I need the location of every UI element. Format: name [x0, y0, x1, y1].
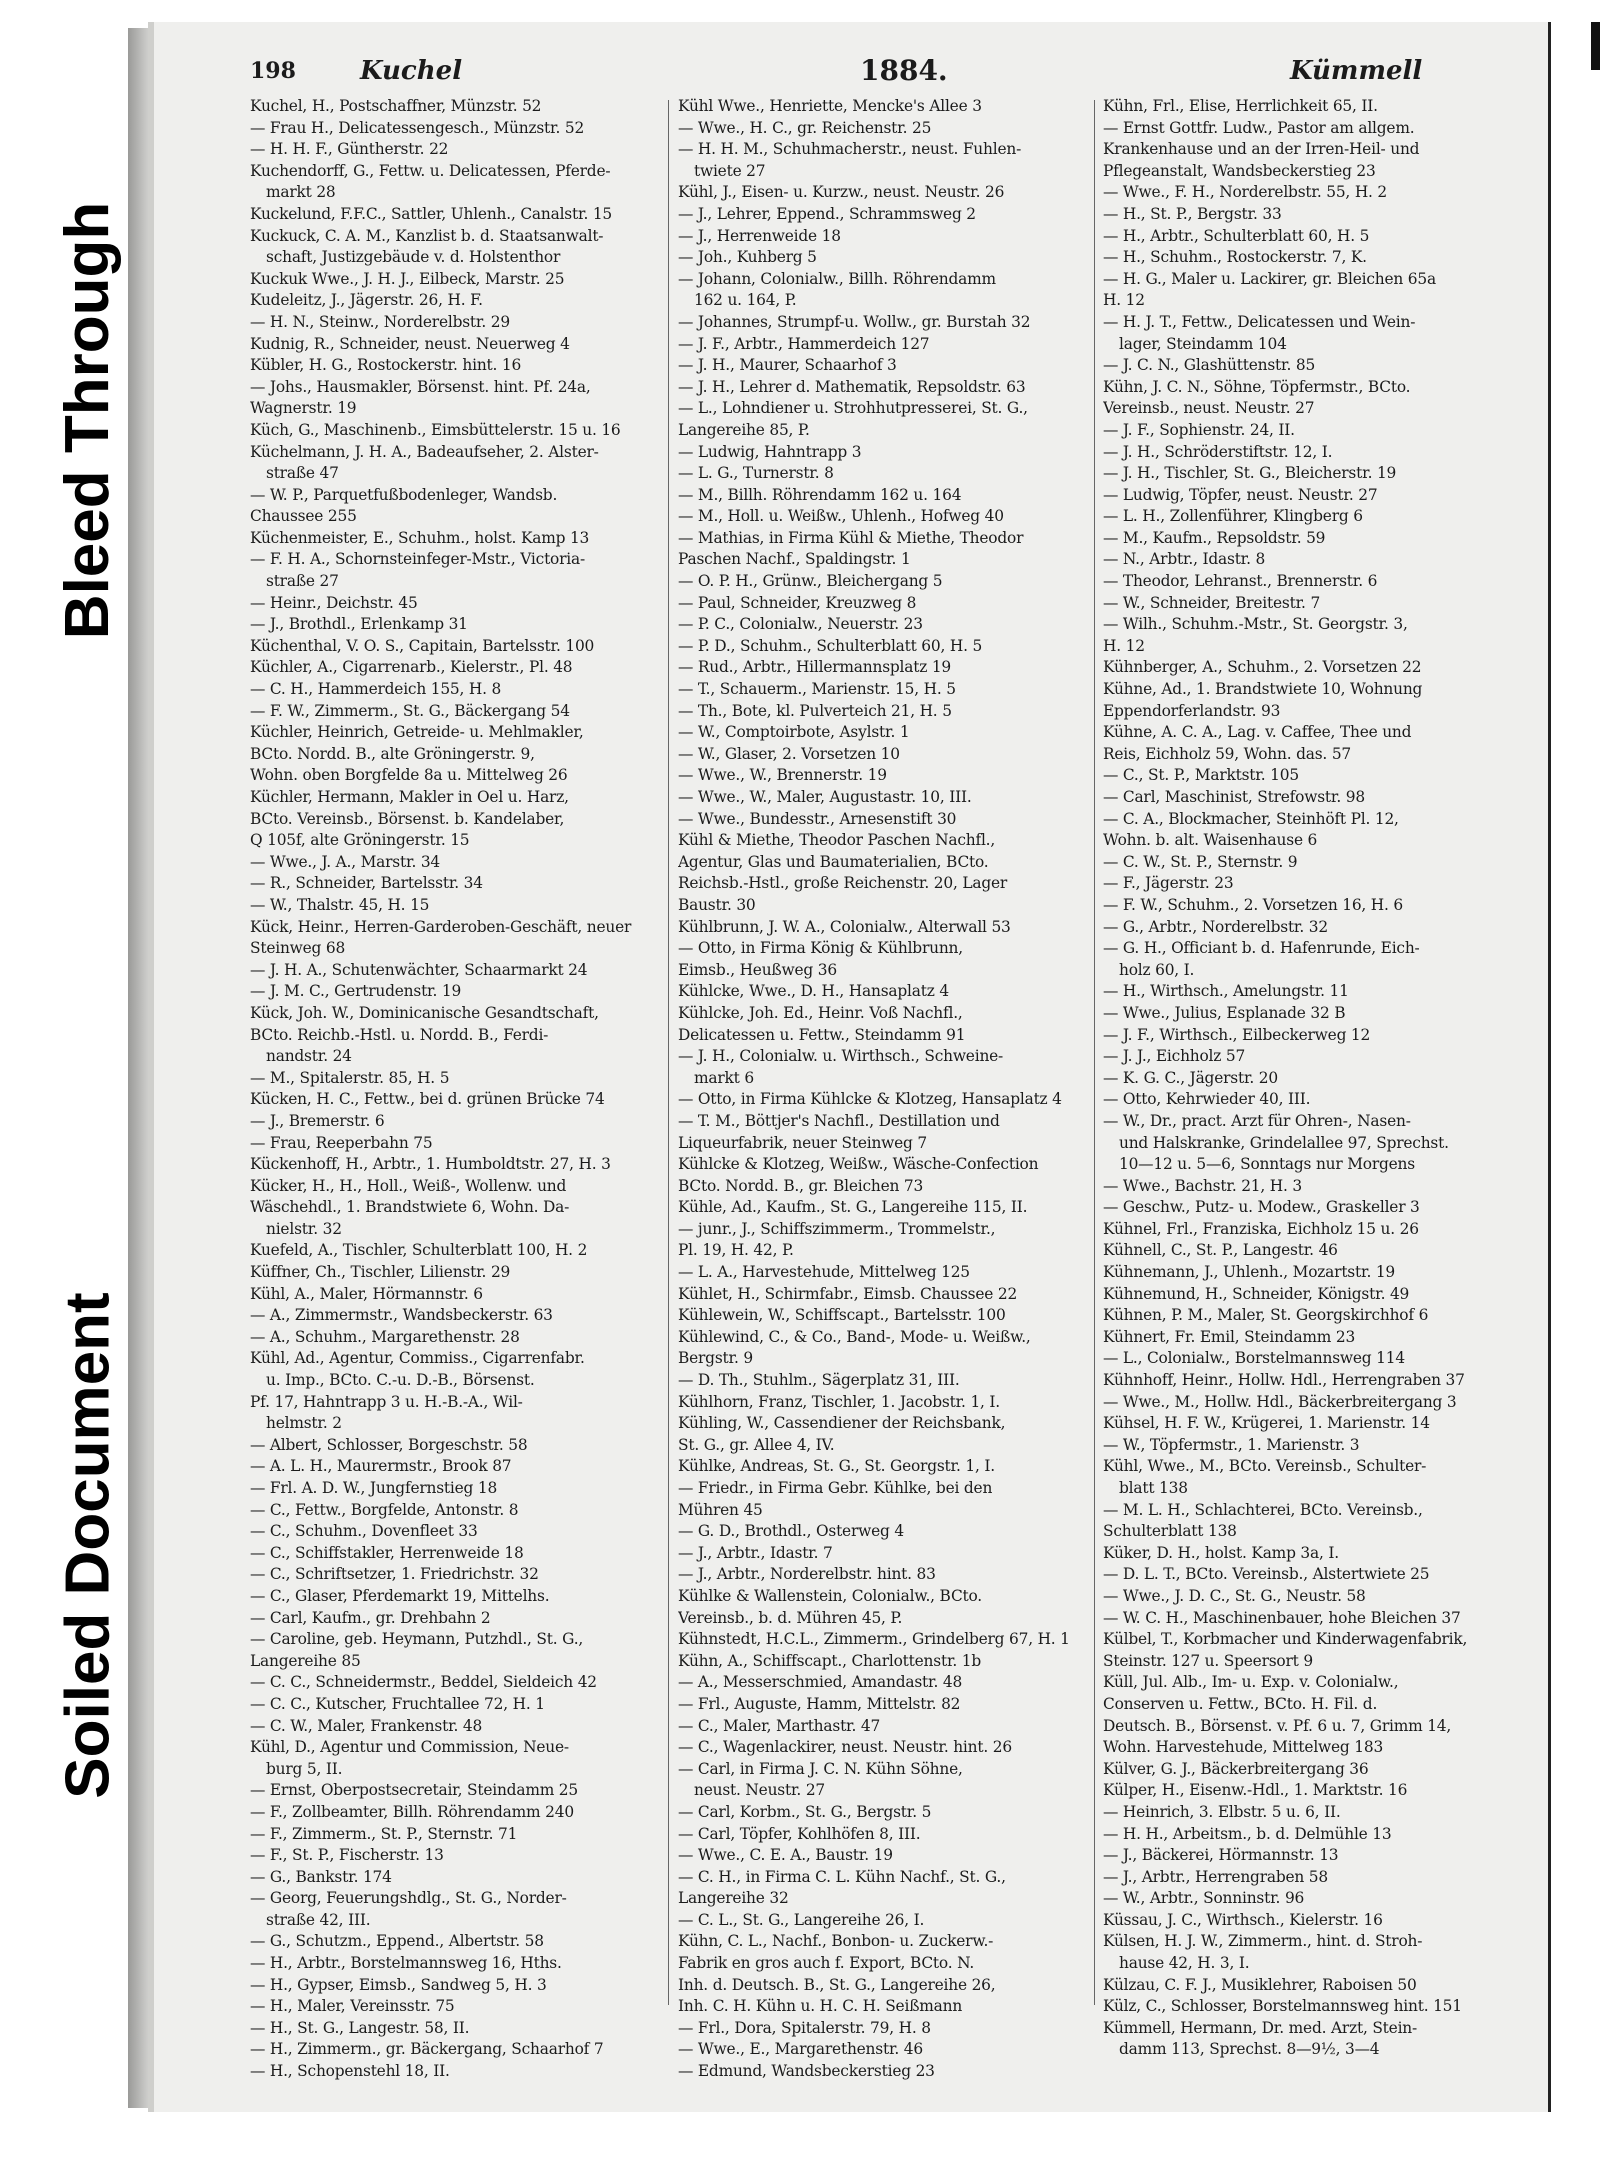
directory-entry-line: — L., Colonialw., Borstelmannsweg 114	[1103, 1349, 1405, 1368]
directory-entry-line: — H., St. P., Bergstr. 33	[1103, 204, 1282, 223]
directory-entry-line: — Wwe., F. H., Norderelbstr. 55, H. 2	[1103, 183, 1388, 202]
directory-entry-line: Paschen Nachf., Spaldingstr. 1	[678, 550, 911, 569]
directory-entry-line: — Wwe., M., Hollw. Hdl., Bäckerbreitergang 3	[1103, 1392, 1457, 1411]
directory-entry-line: — T. M., Böttjer's Nachfl., Destillation und	[678, 1111, 1000, 1130]
directory-entry-line: Kuchendorff, G., Fettw. u. Delicatessen, Pferde-	[250, 161, 611, 180]
directory-entry-line: Kudnig, R., Schneider, neust. Neuerweg 4	[250, 334, 570, 353]
directory-entry-line: — Carl, in Firma J. C. N. Kühn Söhne,	[678, 1759, 963, 1778]
directory-entry-line: Kühnen, P. M., Maler, St. Georgskirchhof 6	[1103, 1306, 1429, 1325]
directory-entry-line: Wagnerstr. 19	[250, 399, 357, 418]
directory-entry-line: Kübler, H. G., Rostockerstr. hint. 16	[250, 356, 522, 375]
directory-entry-line: — H., Gypser, Eimsb., Sandweg 5, H. 3	[250, 1975, 547, 1994]
left-guide-word: Kuchel	[360, 56, 463, 86]
directory-entry-line: — W., Glaser, 2. Vorsetzen 10	[678, 744, 900, 763]
directory-entry-line: — Ernst, Oberpostsecretair, Steindamm 25	[250, 1781, 578, 1800]
directory-entry-line: — W., Thalstr. 45, H. 15	[250, 895, 430, 914]
directory-entry-line: — Heinr., Deichstr. 45	[250, 593, 418, 612]
directory-entry-line: H. 12	[1103, 291, 1145, 310]
directory-entry-line: Kühl, D., Agentur und Commission, Neue-	[250, 1738, 569, 1757]
directory-entry-line: — Theodor, Lehranst., Brennerstr. 6	[1103, 572, 1378, 591]
directory-entry-line: — Georg, Feuerungshdlg., St. G., Norder-	[250, 1889, 567, 1908]
directory-entry-line: — C. A., Blockmacher, Steinhöft Pl. 12,	[1103, 809, 1399, 828]
directory-entry-line: — Frau H., Delicatessengesch., Münzstr. 52	[250, 118, 585, 137]
directory-entry-line: — T., Schauerm., Marienstr. 15, H. 5	[678, 680, 956, 699]
directory-entry-line: Wohn. b. alt. Waisenhause 6	[1103, 831, 1318, 850]
directory-entry-line: Mühren 45	[678, 1500, 763, 1519]
directory-entry-line: — J. H., Tischler, St. G., Bleicherstr. 19	[1103, 464, 1397, 483]
directory-entry-line: Kühlcke, Wwe., D. H., Hansaplatz 4	[678, 982, 949, 1001]
directory-entry-line: — Frl. A. D. W., Jungfernstieg 18	[250, 1479, 498, 1497]
directory-entry-line: markt 28	[266, 183, 336, 202]
directory-entry-line: blatt 138	[1119, 1479, 1188, 1497]
directory-entry-line: Kühnert, Fr. Emil, Steindamm 23	[1103, 1327, 1356, 1346]
directory-entry-line: — Paul, Schneider, Kreuzweg 8	[678, 593, 917, 612]
adjacent-page-strip	[1548, 22, 1600, 2112]
directory-entry-line: — M., Billh. Röhrendamm 162 u. 164	[678, 485, 962, 504]
column-divider	[668, 100, 669, 2005]
directory-entry-line: Kudeleitz, J., Jägerstr. 26, H. F.	[250, 291, 483, 310]
column-divider	[1094, 100, 1095, 2005]
directory-entry-line: — F., St. P., Fischerstr. 13	[250, 1846, 444, 1865]
directory-entry-line: — Wwe., E., Margarethenstr. 46	[678, 2040, 923, 2059]
directory-entry-line: Kück, Heinr., Herren-Garderoben-Geschäft, neuer	[250, 917, 632, 936]
directory-entry-line: Wohn. Harvestehude, Mittelweg 183	[1103, 1738, 1384, 1757]
directory-entry-line: Kücker, H., H., Holl., Weiß-, Wollenw. und	[250, 1176, 567, 1195]
directory-entry-line: — C., Glaser, Pferdemarkt 19, Mittelhs.	[250, 1586, 550, 1605]
directory-entry-line: — H. H., Arbeitsm., b. d. Delmühle 13	[1103, 1824, 1392, 1843]
directory-entry-line: — J. M. C., Gertrudenstr. 19	[250, 982, 462, 1001]
directory-entry-line: Kühn, Frl., Elise, Herrlichkeit 65, II.	[1103, 97, 1378, 115]
directory-entry-line: — F. W., Schuhm., 2. Vorsetzen 16, H. 6	[1103, 895, 1404, 914]
directory-entry-line: burg 5, II.	[266, 1759, 343, 1778]
directory-entry-line: Fabrik en gros auch f. Export, BCto. N.	[678, 1954, 975, 1973]
directory-entry-line: u. Imp., BCto. C.-u. D.-B., Börsenst.	[266, 1371, 535, 1390]
directory-entry-line: nielstr. 32	[266, 1219, 342, 1238]
directory-entry-line: — H. G., Maler u. Lackirer, gr. Bleichen 65a	[1103, 269, 1436, 288]
directory-entry-line: Kuckelund, F.F.C., Sattler, Uhlenh., Canalstr. 15	[250, 204, 613, 223]
directory-entry-line: Kühnberger, A., Schuhm., 2. Vorsetzen 22	[1103, 658, 1422, 677]
directory-entry-line: Kühlcke, Joh. Ed., Heinr. Voß Nachfl.,	[678, 1003, 963, 1022]
directory-entry-line: — Wwe., W., Brennerstr. 19	[678, 766, 887, 785]
directory-entry-line: — P. C., Colonialw., Neuerstr. 23	[678, 615, 923, 634]
directory-entry-line: Küll, Jul. Alb., Im- u. Exp. v. Colonialw.,	[1103, 1673, 1399, 1692]
right-guide-word: Kümmell	[1290, 56, 1423, 86]
directory-entry-line: — C., Fettw., Borgfelde, Antonstr. 8	[250, 1500, 519, 1519]
directory-entry-line: twiete 27	[694, 161, 766, 180]
directory-entry-line: BCto. Nordd. B., gr. Bleichen 73	[678, 1176, 924, 1195]
directory-entry-line: — J., Arbtr., Herrengraben 58	[1103, 1867, 1328, 1886]
directory-entry-line: — W., Comptoirbote, Asylstr. 1	[678, 723, 910, 742]
directory-entry-line: — R., Schneider, Bartelsstr. 34	[250, 874, 483, 893]
directory-entry-line: — J. H., Maurer, Schaarhof 3	[678, 356, 897, 375]
directory-entry-line: Külper, H., Eisenw.-Hdl., 1. Marktstr. 16	[1103, 1781, 1408, 1800]
directory-entry-line: — A. L. H., Maurermstr., Brook 87	[250, 1457, 512, 1476]
directory-entry-line: — Ernst Gottfr. Ludw., Pastor am allgem.	[1103, 118, 1415, 137]
directory-entry-line: — Carl, Kaufm., gr. Drehbahn 2	[250, 1608, 491, 1627]
directory-entry-line: Vereinsb., b. d. Mühren 45, P.	[678, 1608, 903, 1627]
directory-entry-line: — G., Bankstr. 174	[250, 1867, 392, 1886]
directory-entry-line: — Heinrich, 3. Elbstr. 5 u. 6, II.	[1103, 1802, 1341, 1821]
directory-entry-line: Kühle, Ad., Kaufm., St. G., Langereihe 115, II.	[678, 1198, 1028, 1217]
directory-entry-line: — Carl, Maschinist, Strefowstr. 98	[1103, 788, 1365, 806]
directory-entry-line: — K. G. C., Jägerstr. 20	[1103, 1068, 1278, 1087]
directory-entry-line: — C. W., St. P., Sternstr. 9	[1103, 852, 1298, 871]
directory-entry-line: schaft, Justizgebäude v. d. Holstenthor	[266, 248, 561, 267]
directory-entry-line: BCto. Reichb.-Hstl. u. Nordd. B., Ferdi-	[250, 1025, 549, 1044]
directory-entry-line: — Otto, Kehrwieder 40, III.	[1103, 1090, 1311, 1109]
directory-entry-line: Eppendorferlandstr. 93	[1103, 701, 1281, 720]
directory-entry-line: Kühl, Wwe., M., BCto. Vereinsb., Schulter-	[1103, 1457, 1427, 1476]
directory-column-2	[678, 96, 1083, 2096]
directory-entry-line: Kühl, J., Eisen- u. Kurzw., neust. Neustr. 26	[678, 183, 1005, 202]
soiled-document-text: Soiled Document	[53, 1291, 123, 1799]
directory-entry-line: Steinstr. 127 u. Speersort 9	[1103, 1651, 1313, 1670]
directory-entry-line: — C. H., Hammerdeich 155, H. 8	[250, 680, 502, 699]
directory-entry-line: — H., Zimmerm., gr. Bäckergang, Schaarhof 7	[250, 2040, 604, 2059]
directory-entry-line: — J., Arbtr., Idastr. 7	[678, 1543, 833, 1562]
directory-entry-line: Küchelmann, J. H. A., Badeaufseher, 2. Alster-	[250, 442, 599, 461]
page-number: 198	[250, 58, 296, 84]
directory-entry-line: Conserven u. Fettw., BCto. H. Fil. d.	[1103, 1694, 1378, 1713]
directory-entry-line: — P. D., Schuhm., Schulterblatt 60, H. 5	[678, 636, 983, 655]
directory-entry-line: Külsen, H. J. W., Zimmerm., hint. d. Stroh-	[1103, 1932, 1423, 1951]
directory-entry-line: — C. C., Kutscher, Fruchtallee 72, H. 1	[250, 1694, 545, 1713]
directory-entry-line: 10—12 u. 5—6, Sonntags nur Morgens	[1119, 1155, 1415, 1174]
directory-entry-line: Inh. C. H. Kühn u. H. C. H. Seißmann	[678, 1997, 963, 2016]
directory-entry-line: Q 105f, alte Gröningerstr. 15	[250, 831, 470, 850]
directory-entry-line: Küchenmeister, E., Schuhm., holst. Kamp 13	[250, 528, 590, 547]
directory-column-1	[250, 96, 655, 2096]
directory-entry-line: Kühlke & Wallenstein, Colonialw., BCto.	[678, 1586, 982, 1605]
directory-entry-line: und Halskranke, Grindelallee 97, Sprechst.	[1119, 1133, 1449, 1152]
directory-entry-line: — C. L., St. G., Langereihe 26, I.	[678, 1910, 925, 1929]
directory-entry-line: Kühne, A. C. A., Lag. v. Caffee, Thee und	[1103, 723, 1412, 742]
directory-entry-line: — J. C. N., Glashüttenstr. 85	[1103, 356, 1316, 375]
directory-entry-line: — Wwe., Bachstr. 21, H. 3	[1103, 1176, 1302, 1195]
year-heading: 1884.	[860, 54, 948, 87]
directory-entry-line: nandstr. 24	[266, 1047, 352, 1066]
directory-entry-line: Reis, Eichholz 59, Wohn. das. 57	[1103, 744, 1352, 763]
directory-entry-line: — H., St. G., Langestr. 58, II.	[250, 2018, 470, 2037]
directory-entry-line: — N., Arbtr., Idastr. 8	[1103, 550, 1266, 569]
directory-entry-line: — A., Messerschmied, Amandastr. 48	[678, 1673, 963, 1692]
directory-entry-line: Langereihe 85, P.	[678, 420, 810, 439]
directory-entry-line: — L. H., Zollenführer, Klingberg 6	[1103, 507, 1363, 526]
directory-entry-line: — J., Herrenweide 18	[678, 226, 841, 245]
directory-entry-line: — L. A., Harvestehude, Mittelweg 125	[678, 1263, 970, 1282]
directory-entry-line: 162 u. 164, P.	[694, 291, 797, 310]
directory-entry-line: lager, Steindamm 104	[1119, 334, 1287, 353]
directory-entry-line: straße 47	[266, 464, 339, 483]
directory-entry-line: — Mathias, in Firma Kühl & Miethe, Theodor	[678, 528, 1024, 547]
directory-entry-line: BCto. Vereinsb., Börsenst. b. Kandelaber,	[250, 809, 565, 828]
directory-entry-line: Küker, D. H., holst. Kamp 3a, I.	[1103, 1543, 1339, 1562]
directory-entry-line: — F. W., Zimmerm., St. G., Bäckergang 54	[250, 701, 570, 720]
directory-entry-line: — H., Schopenstehl 18, II.	[250, 2062, 450, 2081]
directory-entry-line: Kümmell, Hermann, Dr. med. Arzt, Stein-	[1103, 2018, 1418, 2037]
directory-entry-line: Kühlet, H., Schirmfabr., Eimsb. Chaussee 22	[678, 1284, 1018, 1303]
directory-entry-line: — C., Maler, Marthastr. 47	[678, 1716, 881, 1735]
directory-entry-line: Wohn. oben Borgfelde 8a u. Mittelweg 26	[250, 766, 568, 785]
directory-entry-line: — Rud., Arbtr., Hillermannsplatz 19	[678, 658, 952, 677]
directory-entry-line: Langereihe 32	[678, 1889, 789, 1908]
directory-entry-line: — J., Lehrer, Eppend., Schrammsweg 2	[678, 204, 976, 223]
directory-entry-line: Eimsb., Heußweg 36	[678, 960, 837, 979]
directory-entry-line: Kühnstedt, H.C.L., Zimmerm., Grindelberg 67, H. 1	[678, 1630, 1070, 1649]
directory-entry-line: — Geschw., Putz- u. Modew., Graskeller 3	[1103, 1198, 1420, 1217]
directory-entry-line: Kühnhoff, Heinr., Hollw. Hdl., Herrengraben 37	[1103, 1371, 1465, 1390]
directory-entry-line: — C. H., in Firma C. L. Kühn Nachf., St. G.,	[678, 1867, 1006, 1886]
scan-mark	[1591, 22, 1600, 70]
directory-entry-line: Pl. 19, H. 42, P.	[678, 1241, 794, 1260]
directory-entry-line: neust. Neustr. 27	[694, 1781, 826, 1800]
directory-entry-line: — G. H., Officiant b. d. Hafenrunde, Eich-	[1103, 939, 1420, 958]
directory-entry-line: Külbel, T., Korbmacher und Kinderwagenfabrik,	[1103, 1630, 1468, 1649]
directory-entry-line: Kühsel, H. F. W., Krügerei, 1. Marienstr. 14	[1103, 1414, 1430, 1433]
directory-entry-line: — J. H. A., Schutenwächter, Schaarmarkt 24	[250, 960, 588, 979]
directory-entry-line: Kückenhoff, H., Arbtr., 1. Humboldtstr. 27, H. 3	[250, 1155, 611, 1174]
directory-entry-line: — L., Lohndiener u. Strohhutpresserei, St. G.,	[678, 399, 1028, 418]
directory-entry-line: — M., Spitalerstr. 85, H. 5	[250, 1068, 450, 1087]
directory-entry-line: holz 60, I.	[1119, 960, 1195, 979]
directory-entry-line: — Johs., Hausmakler, Börsenst. hint. Pf. 24a,	[250, 377, 591, 396]
directory-entry-line: — W. C. H., Maschinenbauer, hohe Bleichen 37	[1103, 1608, 1461, 1627]
directory-entry-line: — J. H., Lehrer d. Mathematik, Repsoldstr. 63	[678, 377, 1026, 396]
directory-entry-line: Küchler, Heinrich, Getreide- u. Mehlmakler,	[250, 723, 584, 742]
directory-entry-line: — Frau, Reeperbahn 75	[250, 1133, 433, 1152]
directory-entry-line: — J., Arbtr., Norderelbstr. hint. 83	[678, 1565, 936, 1584]
directory-entry-line: — C. W., Maler, Frankenstr. 48	[250, 1716, 483, 1735]
directory-entry-line: — Wwe., C. E. A., Baustr. 19	[678, 1846, 893, 1865]
directory-entry-line: — Johannes, Strumpf-u. Wollw., gr. Burstah 32	[678, 312, 1031, 331]
directory-entry-line: St. G., gr. Allee 4, IV.	[678, 1435, 835, 1454]
directory-entry-line: Pflegeanstalt, Wandsbeckerstieg 23	[1103, 161, 1376, 180]
directory-entry-line: — Caroline, geb. Heymann, Putzhdl., St. G.,	[250, 1630, 584, 1649]
directory-entry-line: — J., Bremerstr. 6	[250, 1111, 385, 1130]
directory-entry-line: — Edmund, Wandsbeckerstieg 23	[678, 2062, 935, 2081]
directory-entry-line: — Joh., Kuhberg 5	[678, 248, 817, 267]
directory-entry-line: Kühn, J. C. N., Söhne, Töpfermstr., BCto.	[1103, 377, 1411, 396]
directory-entry-line: Kühlbrunn, J. W. A., Colonialw., Alterwall 53	[678, 917, 1011, 936]
directory-entry-line: Chaussee 255	[250, 507, 357, 526]
directory-entry-line: — C., St. P., Marktstr. 105	[1103, 766, 1299, 785]
directory-entry-line: Kühnell, C., St. P., Langestr. 46	[1103, 1241, 1338, 1260]
directory-entry-line: Kuchel, H., Postschaffner, Münzstr. 52	[250, 97, 542, 115]
directory-entry-line: Kück, Joh. W., Dominicanische Gesandtschaft,	[250, 1003, 599, 1022]
directory-entry-line: — G., Arbtr., Norderelbstr. 32	[1103, 917, 1328, 936]
directory-entry-line: Bergstr. 9	[678, 1349, 753, 1368]
directory-entry-line: — D. Th., Stuhlm., Sägerplatz 31, III.	[678, 1371, 960, 1390]
directory-entry-line: — J. J., Eichholz 57	[1103, 1047, 1246, 1066]
directory-entry-line: — Ludwig, Hahntrapp 3	[678, 442, 862, 461]
directory-entry-line: — H., Schuhm., Rostockerstr. 7, K.	[1103, 248, 1367, 267]
directory-entry-line: — M., Holl. u. Weißw., Uhlenh., Hofweg 40	[678, 507, 1004, 526]
directory-entry-line: Kühn, A., Schiffscapt., Charlottenstr. 1b	[678, 1651, 982, 1670]
directory-entry-line: — M., Kaufm., Repsoldstr. 59	[1103, 528, 1326, 547]
directory-entry-line: markt 6	[694, 1068, 754, 1087]
directory-entry-line: — Carl, Korbm., St. G., Bergstr. 5	[678, 1802, 932, 1821]
directory-entry-line: — Albert, Schlosser, Borgeschstr. 58	[250, 1435, 528, 1454]
directory-entry-line: — F., Zollbeamter, Billh. Röhrendamm 240	[250, 1802, 574, 1821]
directory-entry-line: Külz, C., Schlosser, Borstelmannsweg hint. 151	[1103, 1997, 1462, 2016]
directory-entry-line: Agentur, Glas und Baumaterialien, BCto.	[678, 852, 989, 871]
directory-entry-line: Vereinsb., neust. Neustr. 27	[1103, 399, 1315, 418]
directory-entry-line: — O. P. H., Grünw., Bleichergang 5	[678, 572, 943, 591]
directory-entry-line: Pf. 17, Hahntrapp 3 u. H.-B.-A., Wil-	[250, 1392, 523, 1411]
directory-entry-line: — L. G., Turnerstr. 8	[678, 464, 834, 483]
directory-entry-line: straße 42, III.	[266, 1910, 371, 1929]
directory-entry-line: — Frl., Dora, Spitalerstr. 79, H. 8	[678, 2018, 931, 2037]
directory-entry-line: — G. D., Brothdl., Osterweg 4	[678, 1522, 904, 1541]
directory-entry-line: — F. H. A., Schornsteinfeger-Mstr., Victoria-	[250, 550, 585, 569]
directory-entry-line: Kuefeld, A., Tischler, Schulterblatt 100, H. 2	[250, 1241, 588, 1260]
directory-entry-line: Steinweg 68	[250, 939, 346, 958]
directory-column-3	[1103, 96, 1528, 2096]
directory-entry-line: Kuckuck, C. A. M., Kanzlist b. d. Staatsanwalt-	[250, 226, 604, 245]
directory-entry-line: — Carl, Töpfer, Kohlhöfen 8, III.	[678, 1824, 921, 1843]
directory-entry-line: Schulterblatt 138	[1103, 1522, 1237, 1541]
directory-entry-line: Küchenthal, V. O. S., Capitain, Bartelsstr. 100	[250, 636, 595, 655]
directory-entry-line: — F., Jägerstr. 23	[1103, 874, 1234, 893]
directory-entry-line: Kühnemann, J., Uhlenh., Mozartstr. 19	[1103, 1263, 1396, 1282]
directory-entry-line: Kühnemund, H., Schneider, Königstr. 49	[1103, 1284, 1410, 1303]
directory-entry-line: hause 42, H. 3, I.	[1119, 1954, 1250, 1973]
directory-entry-line: Kühl & Miethe, Theodor Paschen Nachfl.,	[678, 831, 996, 850]
directory-entry-line: Kühnel, Frl., Franziska, Eichholz 15 u. 26	[1103, 1219, 1419, 1238]
directory-entry-line: — Wwe., J. D. C., St. G., Neustr. 58	[1103, 1586, 1366, 1605]
directory-entry-line: BCto. Nordd. B., alte Gröningerstr. 9,	[250, 744, 535, 763]
directory-entry-line: — H. J. T., Fettw., Delicatessen und Wein-	[1103, 312, 1416, 331]
directory-entry-line: Küch, G., Maschinenb., Eimsbüttelerstr. 15 u. 16	[250, 420, 621, 439]
directory-entry-line: Kuckuk Wwe., J. H. J., Eilbeck, Marstr. 25	[250, 269, 565, 288]
directory-entry-line: — C., Wagenlackirer, neust. Neustr. hint. 26	[678, 1738, 1012, 1757]
directory-entry-line: Krankenhause und an der Irren-Heil- und	[1103, 140, 1420, 159]
directory-entry-line: Kühl, A., Maler, Hörmannstr. 6	[250, 1284, 483, 1303]
directory-entry-line: — Frl., Auguste, Hamm, Mittelstr. 82	[678, 1694, 961, 1713]
directory-entry-line: — Wwe., J. A., Marstr. 34	[250, 852, 441, 871]
directory-entry-line: — W., Töpfermstr., 1. Marienstr. 3	[1103, 1435, 1360, 1454]
directory-entry-line: Kühn, C. L., Nachf., Bonbon- u. Zuckerw.-	[678, 1932, 994, 1951]
directory-entry-line: — H., Arbtr., Borstelmannsweg 16, Hths.	[250, 1954, 562, 1973]
directory-entry-line: — D. L. T., BCto. Vereinsb., Alstertwiete 25	[1103, 1565, 1430, 1584]
directory-entry-line: Külzau, C. F. J., Musiklehrer, Raboisen 50	[1103, 1975, 1417, 1994]
directory-entry-line: — W., Dr., pract. Arzt für Ohren-, Nasen-	[1103, 1111, 1411, 1130]
running-header	[250, 52, 1540, 92]
directory-entry-line: — H. H. F., Güntherstr. 22	[250, 140, 449, 159]
directory-entry-line: Kühlhorn, Franz, Tischler, 1. Jacobstr. 1, I.	[678, 1392, 1000, 1411]
directory-entry-line: — W. P., Parquetfußbodenleger, Wandsb.	[250, 485, 558, 504]
directory-entry-line: — Wwe., H. C., gr. Reichenstr. 25	[678, 118, 932, 137]
directory-entry-line: — J., Brothdl., Erlenkamp 31	[250, 615, 468, 634]
directory-entry-line: Kühling, W., Cassendiener der Reichsbank,	[678, 1414, 1006, 1433]
directory-entry-line: Langereihe 85	[250, 1651, 361, 1670]
directory-entry-line: Kühne, Ad., 1. Brandstwiete 10, Wohnung	[1103, 680, 1423, 699]
directory-entry-line: — J. F., Arbtr., Hammerdeich 127	[678, 334, 930, 353]
directory-entry-line: Baustr. 30	[678, 895, 756, 914]
directory-entry-line: — Wilh., Schuhm.-Mstr., St. Georgstr. 3,	[1103, 615, 1408, 634]
directory-entry-line: Delicatessen u. Fettw., Steindamm 91	[678, 1025, 966, 1044]
directory-entry-line: straße 27	[266, 572, 339, 591]
directory-entry-line: Liqueurfabrik, neuer Steinweg 7	[678, 1133, 927, 1152]
directory-entry-line: — W., Arbtr., Sonninstr. 96	[1103, 1889, 1305, 1908]
directory-entry-line: — F., Zimmerm., St. P., Sternstr. 71	[250, 1824, 518, 1843]
directory-entry-line: Deutsch. B., Börsenst. v. Pf. 6 u. 7, Grimm 14,	[1103, 1716, 1452, 1735]
directory-entry-line: — Ludwig, Töpfer, neust. Neustr. 27	[1103, 485, 1378, 504]
directory-entry-line: Kühlewein, W., Schiffscapt., Bartelsstr. 100	[678, 1306, 1006, 1325]
directory-entry-line: — Wwe., Bundesstr., Arnesenstift 30	[678, 809, 957, 828]
directory-entry-line: Kühlcke & Klotzeg, Weißw., Wäsche-Confection	[678, 1155, 1039, 1174]
directory-entry-line: — C., Schriftsetzer, 1. Friedrichstr. 32	[250, 1565, 539, 1584]
directory-entry-line: — Wwe., W., Maler, Augustastr. 10, III.	[678, 788, 972, 806]
directory-entry-line: — H., Maler, Vereinsstr. 75	[250, 1997, 455, 2016]
directory-entry-line: Reichsb.-Hstl., große Reichenstr. 20, Lager	[678, 874, 1008, 893]
directory-entry-line: — W., Schneider, Breitestr. 7	[1103, 593, 1321, 612]
directory-entry-line: — G., Schutzm., Eppend., Albertstr. 58	[250, 1932, 544, 1951]
directory-entry-line: — H. H. M., Schuhmacherstr., neust. Fuhlen-	[678, 140, 1022, 159]
directory-entry-line: — J. H., Colonialw. u. Wirthsch., Schweine-	[678, 1047, 1004, 1066]
directory-entry-line: — H., Arbtr., Schulterblatt 60, H. 5	[1103, 226, 1370, 245]
directory-entry-line: Külver, G. J., Bäckerbreitergang 36	[1103, 1759, 1369, 1778]
directory-entry-line: damm 113, Sprechst. 8—9½, 3—4	[1119, 2040, 1380, 2059]
directory-entry-line: Kühl, Ad., Agentur, Commiss., Cigarrenfabr.	[250, 1349, 585, 1368]
directory-entry-line: — Otto, in Firma Kühlcke & Klotzeg, Hansaplatz 4	[678, 1090, 1062, 1109]
directory-entry-line: — A., Zimmermstr., Wandsbeckerstr. 63	[250, 1306, 553, 1325]
directory-entry-line: Kühlewind, C., & Co., Band-, Mode- u. Weißw.,	[678, 1327, 1031, 1346]
directory-entry-line: Kühl Wwe., Henriette, Mencke's Allee 3	[678, 97, 982, 115]
directory-entry-line: Kühlke, Andreas, St. G., St. Georgstr. 1, I.	[678, 1457, 995, 1476]
directory-entry-line: Küchler, A., Cigarrenarb., Kielerstr., Pl. 48	[250, 658, 573, 677]
directory-entry-line: — Th., Bote, kl. Pulverteich 21, H. 5	[678, 701, 952, 720]
directory-entry-line: Inh. d. Deutsch. B., St. G., Langereihe 26,	[678, 1975, 996, 1994]
directory-entry-line: Kücken, H. C., Fettw., bei d. grünen Brücke 74	[250, 1090, 605, 1109]
directory-entry-line: — J., Bäckerei, Hörmannstr. 13	[1103, 1846, 1339, 1865]
directory-entry-line: Küchler, Hermann, Makler in Oel u. Harz,	[250, 788, 569, 806]
directory-entry-line: — H., Wirthsch., Amelungstr. 11	[1103, 982, 1349, 1001]
directory-entry-line: — J. F., Sophienstr. 24, II.	[1103, 420, 1295, 439]
soiled-document-label	[48, 1265, 128, 1825]
directory-entry-line: — J. F., Wirthsch., Eilbeckerweg 12	[1103, 1025, 1371, 1044]
directory-entry-line: H. 12	[1103, 636, 1145, 655]
directory-entry-line: — Wwe., Julius, Esplanade 32 B	[1103, 1003, 1346, 1022]
directory-entry-line: — Johann, Colonialw., Billh. Röhrendamm	[678, 269, 996, 288]
directory-entry-line: — Friedr., in Firma Gebr. Kühlke, bei den	[678, 1479, 993, 1497]
bleed-through-label	[48, 160, 128, 680]
directory-entry-line: Küssau, J. C., Wirthsch., Kielerstr. 16	[1103, 1910, 1383, 1929]
directory-entry-line: — junr., J., Schiffszimmerm., Trommelstr.,	[678, 1219, 996, 1238]
directory-entry-line: — C., Schiffstakler, Herrenweide 18	[250, 1543, 524, 1562]
directory-entry-line: Wäschehdl., 1. Brandstwiete 6, Wohn. Da-	[250, 1198, 570, 1217]
directory-entry-line: — C. C., Schneidermstr., Beddel, Sieldeich 42	[250, 1673, 597, 1692]
directory-entry-line: — Otto, in Firma König & Kühlbrunn,	[678, 939, 963, 958]
bleed-through-text: Bleed Through	[53, 201, 123, 639]
directory-entry-line: — C., Schuhm., Dovenfleet 33	[250, 1522, 478, 1541]
directory-entry-line: — J. H., Schröderstiftstr. 12, I.	[1103, 442, 1333, 461]
directory-entry-line: — A., Schuhm., Margarethenstr. 28	[250, 1327, 520, 1346]
directory-entry-line: — M. L. H., Schlachterei, BCto. Vereinsb.,	[1103, 1500, 1423, 1519]
directory-entry-line: helmstr. 2	[266, 1414, 342, 1433]
directory-entry-line: Küffner, Ch., Tischler, Lilienstr. 29	[250, 1263, 511, 1282]
directory-entry-line: — H. N., Steinw., Norderelbstr. 29	[250, 312, 510, 331]
